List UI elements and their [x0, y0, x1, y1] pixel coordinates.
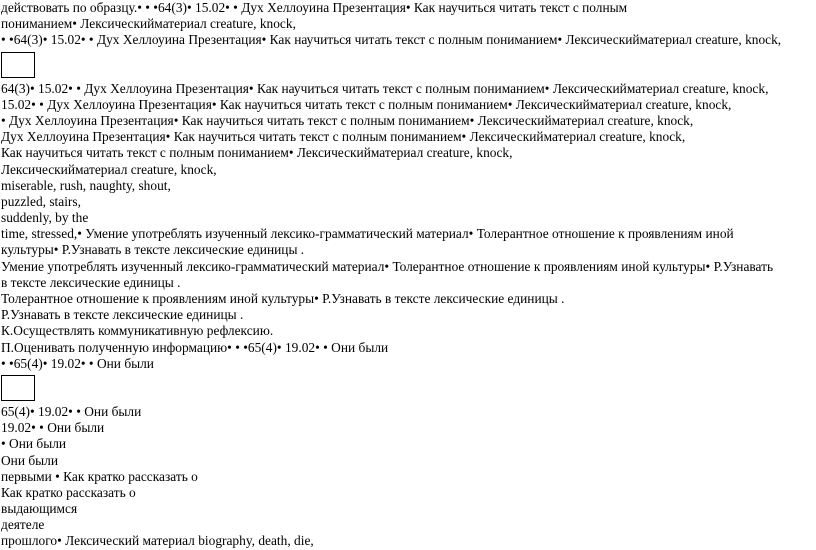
text-line: прошлого• Лексический материал biography, death, die, [1, 533, 314, 549]
text-line: Р.Узнавать в тексте лексические единицы . [1, 307, 244, 323]
text-line: Толерантное отношение к проявлениям иной культуры• Р.Узнавать в тексте лексические единицы . [1, 291, 565, 306]
text-line: пониманием• Лексическийматериал creature, knock, [1, 16, 296, 32]
text-line: действовать по образцу.• • •64(3)• 15.02• • Дух Хеллоуина Презентация• Как научиться читать текст с полным [1, 0, 628, 15]
text-line: Дух Хеллоуина Презентация• Как научиться читать текст с полным пониманием• Лексическийматериал creature, knock, [1, 129, 686, 145]
text-line: Как научиться читать текст с полным пониманием• Лексическийматериал creature, knock, [1, 145, 513, 161]
text-line: Как кратко рассказать о [1, 484, 136, 500]
text-line: первыми • Как кратко рассказать о [1, 468, 198, 484]
text-line: Лексическийматериал creature, knock, [1, 161, 217, 177]
text-line: • Дух Хеллоуина Презентация• Как научиться читать текст с полным пониманием• Лексическийматериал creature, knock, [1, 112, 694, 128]
text-line: time, stressed,• Умение употреблять изученный лексико-грамматический материал• Толерантное отношение к проявлениям иной [1, 226, 734, 242]
text-line: 64(3)• 15.02• • Дух Хеллоуина Презентация• Как научиться читать текст с полным пониманием• Лексическийматериал creature, knock, [1, 80, 769, 96]
text-line: puzzled, stairs, [1, 193, 81, 209]
text-line: 65(4)• 19.02• • Они были [1, 403, 142, 419]
text-line: Они были [1, 452, 59, 468]
text-line: 15.02• • Дух Хеллоуина Презентация• Как научиться читать текст с полным пониманием• Лексическийматериал creature, knock, [1, 96, 732, 112]
text-line: П.Оценивать полученную информацию• • •65(4)• 19.02• • Они были [1, 339, 389, 355]
text-line: К.Осуществлять коммуникативную рефлексию. [1, 323, 274, 339]
text-line: • Они были [1, 436, 67, 452]
text-line: деятеле [1, 517, 45, 533]
text-line: suddenly, by the [1, 210, 89, 226]
text-line: miserable, rush, naughty, shout, [1, 177, 171, 193]
document-page [1, 0, 813, 550]
empty-table-cell [1, 52, 35, 78]
text-line: • •64(3)• 15.02• • Дух Хеллоуина Презентация• Как научиться читать текст с полным пониманием• Лексическийматериал creature, knock, [1, 32, 782, 48]
text-line: 19.02• • Они были [1, 420, 105, 436]
text-line: выдающимся [1, 501, 78, 517]
text-line: в тексте лексические единицы . [1, 274, 181, 290]
text-line: Умение употреблять изученный лексико-грамматический материал• Толерантное отношение к проявлениям иной культуры• Р.Узнавать [1, 258, 774, 274]
text-line: культуры• Р.Узнавать в тексте лексические единицы . [1, 242, 305, 258]
empty-table-cell [1, 375, 35, 401]
text-line: • •65(4)• 19.02• • Они были [1, 355, 154, 371]
